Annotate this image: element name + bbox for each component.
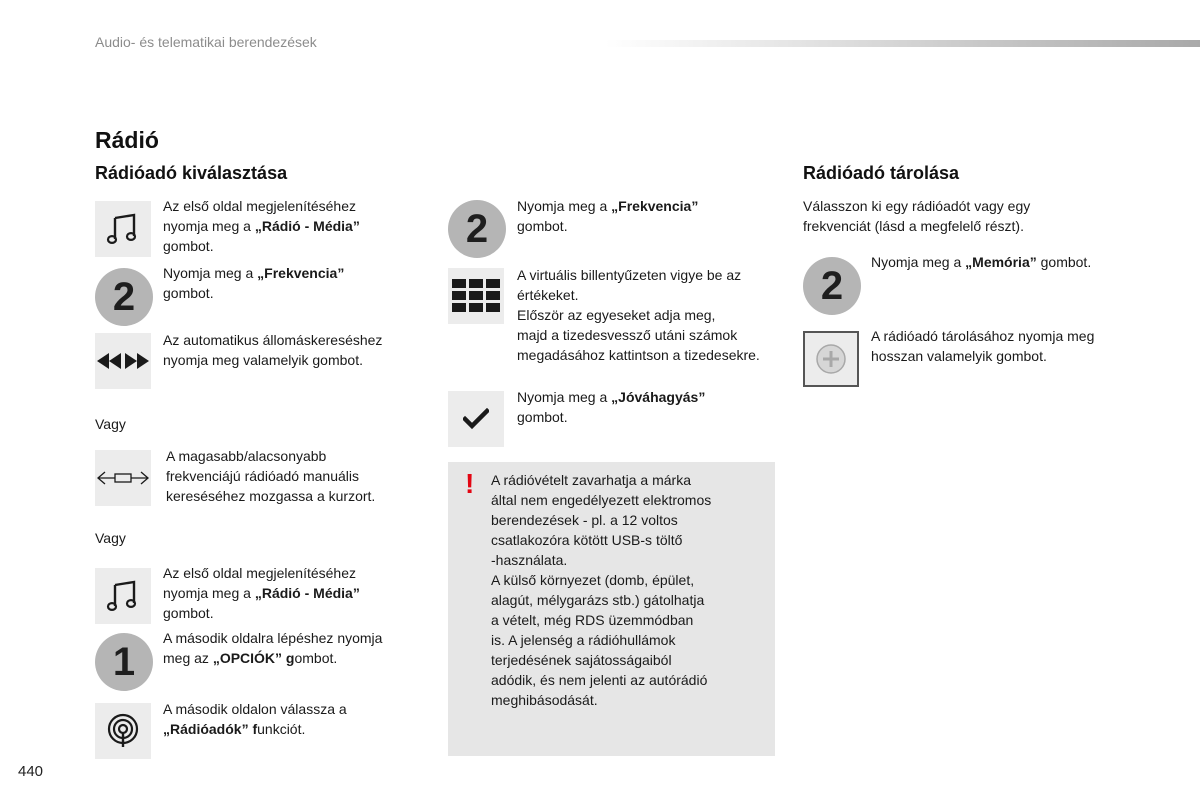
seek-arrows-icon	[95, 333, 151, 389]
left-step6-text: A második oldalra lépéshez nyomja meg az „OPCIÓK” gombot.	[163, 630, 383, 666]
memory-add-icon	[803, 331, 859, 387]
keypad-grid-icon	[448, 268, 504, 324]
page-number: 440	[18, 763, 44, 780]
checkmark-icon	[448, 391, 504, 447]
left-step2-text: Nyomja meg a „Frekvencia” gombot.	[163, 265, 345, 301]
or-separator: Vagy	[95, 416, 126, 432]
page-header-title: Audio- és telematikai berendezések	[95, 34, 317, 50]
music-note-icon	[95, 201, 151, 257]
middle-step1-text: Nyomja meg a „Frekvencia” gombot.	[517, 198, 699, 234]
left-step5-text: Az első oldal megjelenítéséhez nyomja meg a „Rádió - Média” gombot.	[163, 565, 360, 621]
step-number-circle: 2	[803, 257, 861, 315]
middle-step2-text: A virtuális billentyűzeten vigye be az értékeket. Először az egyeseket adja meg, majd a tizedesvessző utáni számok megadásához kattintson a tizedesekre.	[517, 267, 760, 363]
left-step1-text: Az első oldal megjelenítéséhez nyomja meg a „Rádió - Média” gombot.	[163, 198, 360, 254]
section-title: Rádió	[95, 127, 159, 153]
warning-text: A rádióvételt zavarhatja a márka által nem engedélyezett elektromos berendezések - pl. a 12 voltos csatlakozóra kötött USB-s töltő -használata. A külső környezet (domb, épület, alagút, mélygarázs stb.) gátolhatja a vételt, még RDS üzemmódban is. A jelenség a rádióhullámok terjedésének sajátosságaiból adódik, és nem jelenti az autórádió meghibásodását.	[491, 472, 712, 708]
left-step7-text: A második oldalon válassza a „Rádióadók” funkciót.	[163, 701, 347, 737]
right-intro-text: Válasszon ki egy rádióadót vagy egy frekvenciát (lásd a megfelelő részt).	[803, 198, 1031, 234]
left-heading: Rádióadó kiválasztása	[95, 163, 288, 183]
left-step4-text: A magasabb/alacsonyabb frekvenciájú rádióadó manuális kereséséhez mozgassa a kurzort.	[166, 448, 376, 504]
right-step2-text: A rádióadó tárolásához nyomja meg hosszan valamelyik gombot.	[871, 328, 1095, 364]
or-separator: Vagy	[95, 530, 126, 546]
radio-broadcast-icon	[95, 703, 151, 759]
right-step1-text: Nyomja meg a „Memória” gombot.	[871, 254, 1092, 270]
warning-exclamation-icon: !	[465, 468, 475, 499]
step-number-circle: 2	[448, 200, 506, 258]
right-heading: Rádióadó tárolása	[803, 163, 960, 183]
step-number-circle: 1	[95, 633, 153, 691]
middle-step3-text: Nyomja meg a „Jóváhagyás” gombot.	[517, 389, 706, 425]
frequency-slider-icon	[95, 450, 151, 506]
header-gradient-bar	[605, 40, 1200, 47]
step-number-circle: 2	[95, 268, 153, 326]
left-step3-text: Az automatikus állomáskereséshez nyomja meg valamelyik gombot.	[163, 332, 383, 368]
music-note-icon	[95, 568, 151, 624]
